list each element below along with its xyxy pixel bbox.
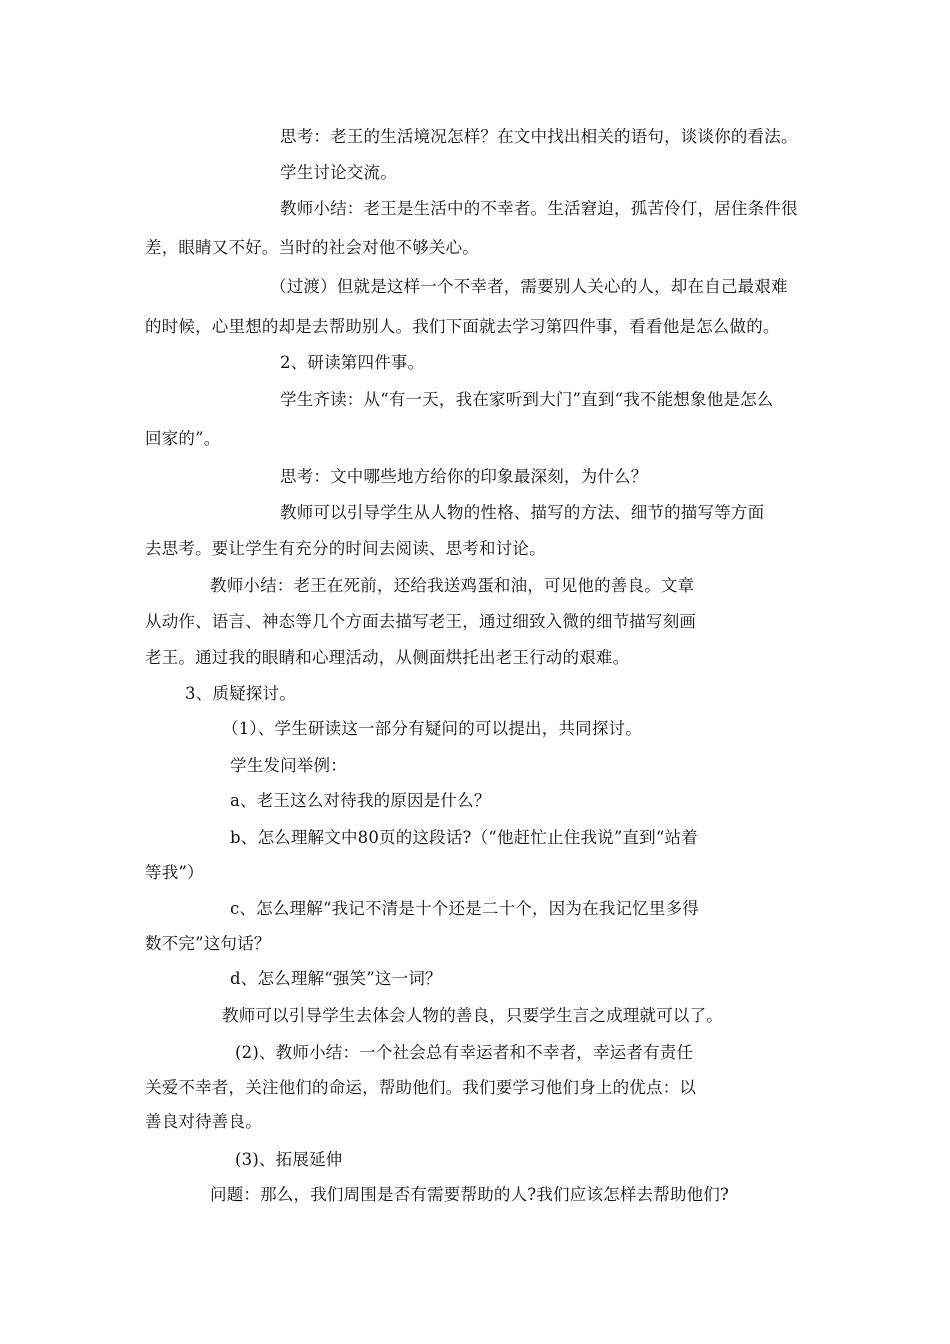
section-heading: (3)、拓展延伸 <box>235 1150 343 1169</box>
paragraph-line: 从动作、语言、神态等几个方面去描写老王，通过细致入微的细节描写刻画 <box>145 612 697 631</box>
paragraph-line: 数不完”这句话？ <box>145 934 271 953</box>
paragraph-line: (2)、教师小结：一个社会总有幸运者和不幸者，幸运者有责任 <box>235 1043 694 1062</box>
section-heading: 3、质疑探讨。 <box>185 684 296 703</box>
list-item: c、怎么理解“我记不清是十个还是二十个，因为在我记忆里多得 <box>230 899 699 918</box>
paragraph-line: 问题：那么，我们周围是否有需要帮助的人?我们应该怎样去帮助他们? <box>210 1185 730 1204</box>
paragraph-line: 去思考。要让学生有充分的时间去阅读、思考和讨论。 <box>145 539 546 558</box>
paragraph-line: 教师小结：老王是生活中的不幸者。生活窘迫，孤苦伶仃，居住条件很 <box>280 199 798 218</box>
paragraph-line: 学生齐读：从“有一天，我在家听到大门”直到“我不能想象他是怎么 <box>280 390 774 409</box>
paragraph-line: 回家的”。 <box>145 429 221 448</box>
paragraph-line: 差，眼睛又不好。当时的社会对他不够关心。 <box>145 238 479 257</box>
paragraph-line: （1）、学生研读这一部分有疑问的可以提出，共同探讨。 <box>222 719 642 738</box>
paragraph-line: 教师可以引导学生去体会人物的善良，只要学生言之成理就可以了。 <box>222 1006 723 1025</box>
paragraph-line: 等我”） <box>145 863 204 882</box>
paragraph-line: 思考：文中哪些地方给你的印象最深刻，为什么？ <box>280 467 648 486</box>
paragraph-line: 教师可以引导学生从人物的性格、描写的方法、细节的描写等方面 <box>280 503 765 522</box>
paragraph-line: 学生讨论交流。 <box>280 163 397 182</box>
section-heading: 2、研读第四件事。 <box>280 353 425 372</box>
paragraph-line: 的时候，心里想的却是去帮助别人。我们下面就去学习第四件事，看看他是怎么做的。 <box>145 317 780 336</box>
paragraph-line: 老王。通过我的眼睛和心理活动，从侧面烘托出老王行动的艰难。 <box>145 648 630 667</box>
paragraph-line: 思考：老王的生活境况怎样？在文中找出相关的语句，谈谈你的看法。 <box>280 127 798 146</box>
paragraph-line: 善良对待善良。 <box>145 1112 262 1131</box>
list-item: d、怎么理解“强笑”这一词？ <box>230 969 442 988</box>
paragraph-line: 教师小结：老王在死前，还给我送鸡蛋和油，可见他的善良。文章 <box>210 576 695 595</box>
paragraph-line: 关爱不幸者，关注他们的命运，帮助他们。我们要学习他们身上的优点：以 <box>145 1078 697 1097</box>
list-item: b、怎么理解文中80页的这段话?（“他赶忙止住我说”直到“站着 <box>230 828 698 847</box>
list-item: a、老王这么对待我的原因是什么？ <box>230 791 491 810</box>
paragraph-line: 学生发问举例： <box>230 756 347 775</box>
paragraph-line: （过渡）但就是这样一个不幸者，需要别人关心的人，却在自己最艰难 <box>270 277 788 296</box>
